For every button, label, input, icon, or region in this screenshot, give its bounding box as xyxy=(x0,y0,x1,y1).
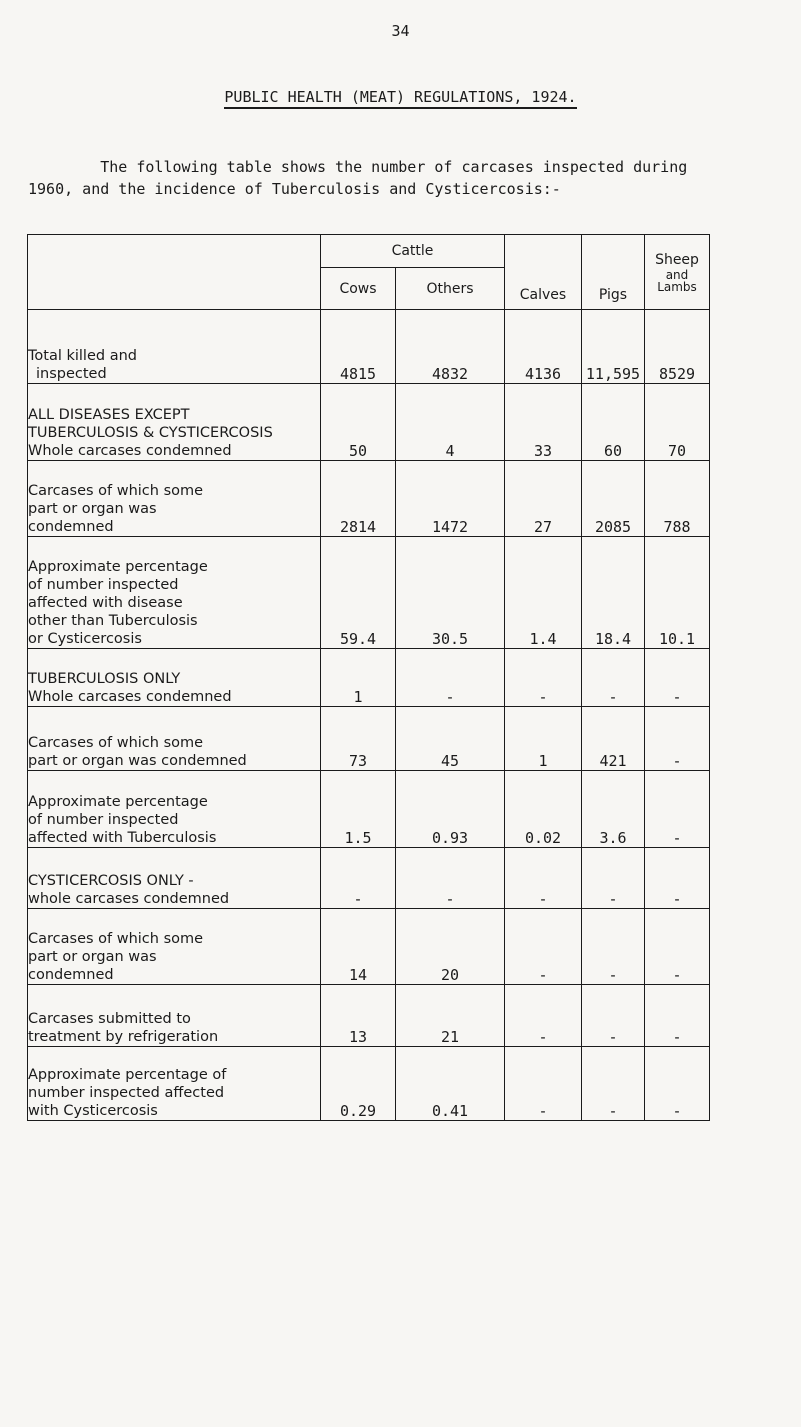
table-row xyxy=(28,537,710,649)
cell-sheep-lambs: - xyxy=(645,909,710,985)
cell-cows: - xyxy=(321,848,396,909)
header-sheep-line1: Sheep xyxy=(655,252,699,268)
cell-others: 4 xyxy=(396,384,505,461)
cell-sheep-lambs: - xyxy=(645,985,710,1047)
row-label-line: Approximate percentage xyxy=(28,559,208,575)
row-label xyxy=(28,707,321,771)
table-row xyxy=(28,771,710,848)
cell-others: 0.41 xyxy=(396,1047,505,1121)
header-sheep-line2: and xyxy=(665,268,689,282)
cell-pigs: - xyxy=(582,1047,645,1121)
row-label-line: of number inspected xyxy=(28,577,179,593)
row-label-line: ALL DISEASES EXCEPT xyxy=(28,407,190,423)
cell-pigs: - xyxy=(582,848,645,909)
row-label-line: Approximate percentage xyxy=(28,794,208,810)
cell-sheep-lambs: 788 xyxy=(645,461,710,537)
table-row xyxy=(28,707,710,771)
cell-cows: 59.4 xyxy=(321,537,396,649)
table-row xyxy=(28,1047,710,1121)
cell-cows: 50 xyxy=(321,384,396,461)
header-cows: Cows xyxy=(321,268,396,310)
cell-cows: 13 xyxy=(321,985,396,1047)
cell-cows: 1.5 xyxy=(321,771,396,848)
cell-others: 45 xyxy=(396,707,505,771)
cell-others: - xyxy=(396,848,505,909)
row-label-line: part or organ was condemned xyxy=(28,753,247,769)
table-row xyxy=(28,649,710,707)
cell-sheep-lambs: - xyxy=(645,771,710,848)
cell-calves: 4136 xyxy=(505,310,582,384)
row-label-line: Whole carcases condemned xyxy=(28,443,232,459)
cell-calves: - xyxy=(505,1047,582,1121)
cell-pigs: - xyxy=(582,909,645,985)
cell-sheep-lambs: - xyxy=(645,1047,710,1121)
cell-pigs: 421 xyxy=(582,707,645,771)
header-sheep-line3: Lambs xyxy=(657,280,697,294)
cell-others: 0.93 xyxy=(396,771,505,848)
cell-calves: - xyxy=(505,909,582,985)
row-label-line: CYSTICERCOSIS ONLY - xyxy=(28,873,194,889)
row-label-line: part or organ was xyxy=(28,949,157,965)
row-label xyxy=(28,771,321,848)
row-label-line: condemned xyxy=(28,519,114,535)
cell-calves: 33 xyxy=(505,384,582,461)
cell-cows: 73 xyxy=(321,707,396,771)
cell-sheep-lambs: 70 xyxy=(645,384,710,461)
document-title xyxy=(0,88,801,106)
table-header xyxy=(28,235,710,310)
cell-calves: 0.02 xyxy=(505,771,582,848)
row-label xyxy=(28,537,321,649)
cell-cows: 14 xyxy=(321,909,396,985)
row-label-line: inspected xyxy=(36,366,107,382)
intro-paragraph: The following table shows the number of carcases inspected during 1960, and the incidence of Tuberculosis and Cysticercosis:- xyxy=(28,158,688,198)
row-label-line: treatment by refrigeration xyxy=(28,1029,219,1045)
row-label xyxy=(28,909,321,985)
row-label-line: other than Tuberculosis xyxy=(28,613,198,629)
cell-others: - xyxy=(396,649,505,707)
cell-calves: 1.4 xyxy=(505,537,582,649)
cell-pigs: 3.6 xyxy=(582,771,645,848)
row-label-line: part or organ was xyxy=(28,501,157,517)
cell-pigs: 60 xyxy=(582,384,645,461)
cell-cows: 1 xyxy=(321,649,396,707)
cell-sheep-lambs: 8529 xyxy=(645,310,710,384)
document-title-text: PUBLIC HEALTH (MEAT) REGULATIONS, 1924. xyxy=(224,88,576,109)
row-label-line: of number inspected xyxy=(28,812,179,828)
cell-sheep-lambs: - xyxy=(645,848,710,909)
table-row xyxy=(28,310,710,384)
row-label xyxy=(28,848,321,909)
cell-calves: - xyxy=(505,848,582,909)
table-row xyxy=(28,461,710,537)
row-label-line: Approximate percentage of xyxy=(28,1067,227,1083)
cell-others: 21 xyxy=(396,985,505,1047)
cell-pigs: 18.4 xyxy=(582,537,645,649)
row-label xyxy=(28,384,321,461)
row-label-line: whole carcases condemned xyxy=(28,891,230,907)
header-blank-cell xyxy=(28,235,321,310)
row-label-line: affected with disease xyxy=(28,595,183,611)
table-row xyxy=(28,985,710,1047)
row-label-line: TUBERCULOSIS & CYSTICERCOSIS xyxy=(28,425,273,441)
cell-others: 1472 xyxy=(396,461,505,537)
row-label xyxy=(28,461,321,537)
row-label-line: Carcases submitted to xyxy=(28,1011,191,1027)
header-sheep-lambs xyxy=(645,235,710,310)
header-cattle: Cattle xyxy=(321,235,505,268)
table-row xyxy=(28,384,710,461)
header-calves: Calves xyxy=(505,235,582,310)
row-label xyxy=(28,649,321,707)
row-label-line: or Cysticercosis xyxy=(28,631,142,647)
table-body xyxy=(28,310,710,1121)
header-others: Others xyxy=(396,268,505,310)
cell-calves: 1 xyxy=(505,707,582,771)
row-label xyxy=(28,310,321,384)
row-label-line: with Cysticercosis xyxy=(28,1103,158,1119)
header-pigs: Pigs xyxy=(582,235,645,310)
row-label-line: Whole carcases condemned xyxy=(28,689,232,705)
cell-calves: - xyxy=(505,985,582,1047)
cell-sheep-lambs: 10.1 xyxy=(645,537,710,649)
cell-cows: 4815 xyxy=(321,310,396,384)
cell-cows: 0.29 xyxy=(321,1047,396,1121)
cell-cows: 2814 xyxy=(321,461,396,537)
row-label xyxy=(28,1047,321,1121)
cell-sheep-lambs: - xyxy=(645,649,710,707)
row-label-line: Carcases of which some xyxy=(28,483,204,499)
table-row xyxy=(28,909,710,985)
page-number: 34 xyxy=(391,22,410,40)
cell-pigs: - xyxy=(582,985,645,1047)
row-label-line: affected with Tuberculosis xyxy=(28,830,217,846)
cell-calves: - xyxy=(505,649,582,707)
row-label-line: condemned xyxy=(28,967,114,983)
cell-pigs: 11,595 xyxy=(582,310,645,384)
cell-pigs: 2085 xyxy=(582,461,645,537)
row-label-line: Carcases of which some xyxy=(28,735,204,751)
carcase-inspection-table xyxy=(27,234,710,1121)
cell-others: 30.5 xyxy=(396,537,505,649)
row-label-line: Carcases of which some xyxy=(28,931,204,947)
cell-others: 4832 xyxy=(396,310,505,384)
cell-calves: 27 xyxy=(505,461,582,537)
row-label-line: TUBERCULOSIS ONLY xyxy=(28,671,181,687)
row-label-line: number inspected affected xyxy=(28,1085,225,1101)
cell-pigs: - xyxy=(582,649,645,707)
cell-sheep-lambs: - xyxy=(645,707,710,771)
cell-others: 20 xyxy=(396,909,505,985)
table-row xyxy=(28,848,710,909)
row-label xyxy=(28,985,321,1047)
row-label-line: Total killed and xyxy=(28,348,137,364)
